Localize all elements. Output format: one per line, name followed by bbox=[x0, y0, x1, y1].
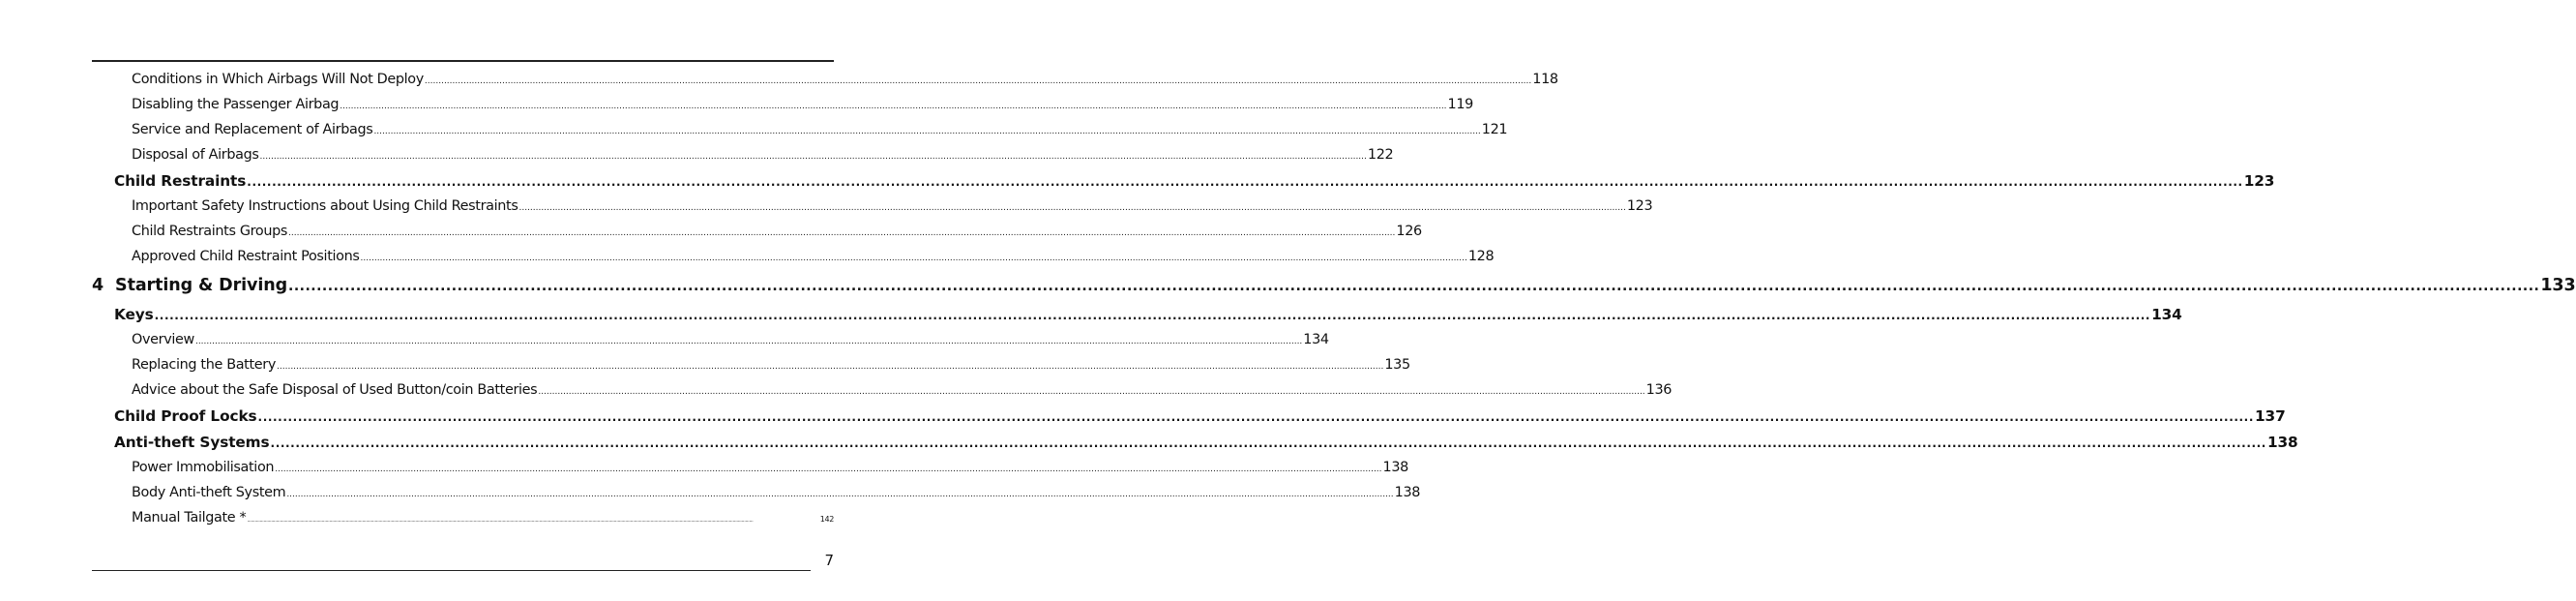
toc-entry-label: Conditions in Which Airbags Will Not Deploy bbox=[132, 72, 424, 87]
toc-leader-dots: ................................................................................................................................................................................................................................................................................................................................................................................................................ bbox=[340, 102, 1447, 111]
toc-leader-dots: ................................................................................................................................................................................................................................................................................................................................................................................................................ bbox=[247, 175, 2243, 189]
toc-entry-manual-tailgate[interactable] bbox=[132, 508, 834, 527]
toc-entry-page: 122 bbox=[1367, 147, 1394, 163]
toc-entry-label: Important Safety Instructions about Using Child Restraints bbox=[132, 198, 518, 214]
toc-entry-page: 133 bbox=[2540, 276, 2576, 295]
toc-entry-overview[interactable] bbox=[132, 330, 1329, 349]
toc-entry-label: Child Restraints Groups bbox=[132, 224, 288, 239]
toc-leader-dots: ................................................................................................................................................................................................................................................................................................................................................................................................................ bbox=[538, 387, 1645, 397]
toc-entry-label: Child Restraints bbox=[114, 172, 247, 190]
toc-entry-replacing-battery[interactable] bbox=[132, 355, 1410, 375]
toc-leader-dots: ................................................................................................................................................................................................................................................................................................................................................................................................................ bbox=[259, 152, 1367, 162]
toc-entry-approved-restraint-positions[interactable] bbox=[132, 247, 1495, 266]
toc-leader-dots: ................................................................................................................................................................................................................................................................................................................................................................................................................ bbox=[288, 228, 1396, 238]
toc-leader-dots: ................................................................................................................................................................................................................................................................................................................................................................................................................ bbox=[373, 127, 1481, 136]
toc-entry-label: Keys bbox=[114, 306, 154, 323]
toc-entry-label: Advice about the Safe Disposal of Used Button/coin Batteries bbox=[132, 382, 538, 398]
toc-leader-dots: ................................................................................................................................................................................................................................................................................................................................................................................................................ bbox=[270, 436, 2266, 450]
toc-entry-battery-disposal-advice[interactable] bbox=[132, 380, 1673, 400]
header-rule bbox=[92, 60, 834, 62]
toc-leader-dots: ................................................................................................................................................................................................................................................................................................................................................................................................................ bbox=[518, 203, 1626, 213]
toc-entry-page: 138 bbox=[1394, 485, 1421, 500]
toc-entry-label: Service and Replacement of Airbags bbox=[132, 122, 373, 137]
toc-leader-dots: ................................................................................................................................................................................................................................................................................................................................................................................................................ bbox=[424, 76, 1532, 86]
toc-section-child-restraints[interactable] bbox=[114, 170, 2275, 192]
toc-leader-dots: ................................................................................................................................................................................................................................................................................................................................................................................................................ bbox=[277, 362, 1384, 372]
toc-entry-important-safety-instructions[interactable] bbox=[132, 196, 1653, 216]
toc-entry-disabling-passenger-airbag[interactable] bbox=[132, 95, 1473, 114]
toc-entry-page: 138 bbox=[1382, 460, 1408, 475]
toc-section-anti-theft-systems[interactable] bbox=[114, 432, 2298, 453]
toc-entry-label: Manual Tailgate * bbox=[132, 510, 247, 526]
toc-entry-label: Power Immobilisation bbox=[132, 460, 275, 475]
toc-leader-dots: ................................................................................................................................................................................................................................................................................................................................................................................................................ bbox=[194, 337, 1303, 346]
toc-entry-page: 128 bbox=[1467, 249, 1495, 264]
toc-entry-page: 119 bbox=[1447, 97, 1473, 112]
toc-section-child-proof-locks[interactable] bbox=[114, 406, 2286, 427]
footer-rule bbox=[92, 570, 811, 571]
toc-entry-page: 126 bbox=[1396, 224, 1422, 239]
toc-chapter-starting-driving[interactable] bbox=[92, 274, 2576, 297]
toc-entry-label: Replacing the Battery bbox=[132, 357, 277, 373]
toc-entry-page: 123 bbox=[1626, 198, 1653, 214]
toc-leader-dots: ................................................................................................................................................................................................................................................................................................................................................................................................................ bbox=[286, 490, 1394, 499]
toc-entry-page: 123 bbox=[2243, 172, 2275, 190]
toc-entry-label: Child Proof Locks bbox=[114, 407, 257, 425]
page-number: 7 bbox=[824, 552, 834, 569]
toc-entry-page: 137 bbox=[2254, 407, 2286, 425]
toc-entry-page: 121 bbox=[1481, 122, 1508, 137]
toc-entry-page: 142 bbox=[819, 515, 834, 524]
toc-entry-label: Overview bbox=[132, 332, 194, 347]
toc-entry-page: 134 bbox=[2151, 306, 2182, 323]
toc-entry-page: 135 bbox=[1384, 357, 1410, 373]
toc-section-keys[interactable] bbox=[114, 304, 2182, 325]
toc-leader-dots: ................................................................................................................................................................................................................................................................................................................................................................................................................ bbox=[247, 517, 754, 524]
toc-entry-label: 4 Starting & Driving bbox=[92, 276, 288, 295]
toc-entry-airbags-not-deploy[interactable] bbox=[132, 70, 1558, 89]
toc-leader-dots: ................................................................................................................................................................................................................................................................................................................................................................................................................ bbox=[288, 279, 2540, 294]
toc-entry-disposal-airbags[interactable] bbox=[132, 145, 1394, 165]
toc-entry-label: Disabling the Passenger Airbag bbox=[132, 97, 340, 112]
toc-entry-label: Disposal of Airbags bbox=[132, 147, 259, 163]
toc-entry-page: 136 bbox=[1645, 382, 1673, 398]
toc-leader-dots: ................................................................................................................................................................................................................................................................................................................................................................................................................ bbox=[257, 410, 2254, 424]
toc-entry-page: 134 bbox=[1303, 332, 1329, 347]
toc-leader-dots: ................................................................................................................................................................................................................................................................................................................................................................................................................ bbox=[360, 254, 1467, 263]
toc-entry-child-restraints-groups[interactable] bbox=[132, 222, 1422, 241]
toc-entry-label: Approved Child Restraint Positions bbox=[132, 249, 360, 264]
toc-entry-page: 118 bbox=[1532, 72, 1558, 87]
toc-entry-body-anti-theft[interactable] bbox=[132, 483, 1421, 502]
toc-entry-label: Anti-theft Systems bbox=[114, 434, 270, 451]
toc-entry-label: Body Anti-theft System bbox=[132, 485, 286, 500]
toc-leader-dots: ................................................................................................................................................................................................................................................................................................................................................................................................................ bbox=[154, 309, 2151, 322]
toc-entry-power-immobilisation[interactable] bbox=[132, 458, 1408, 477]
toc-entry-service-replacement-airbags[interactable] bbox=[132, 120, 1508, 139]
toc-leader-dots: ................................................................................................................................................................................................................................................................................................................................................................................................................ bbox=[275, 465, 1382, 474]
toc-entry-page: 138 bbox=[2266, 434, 2298, 451]
